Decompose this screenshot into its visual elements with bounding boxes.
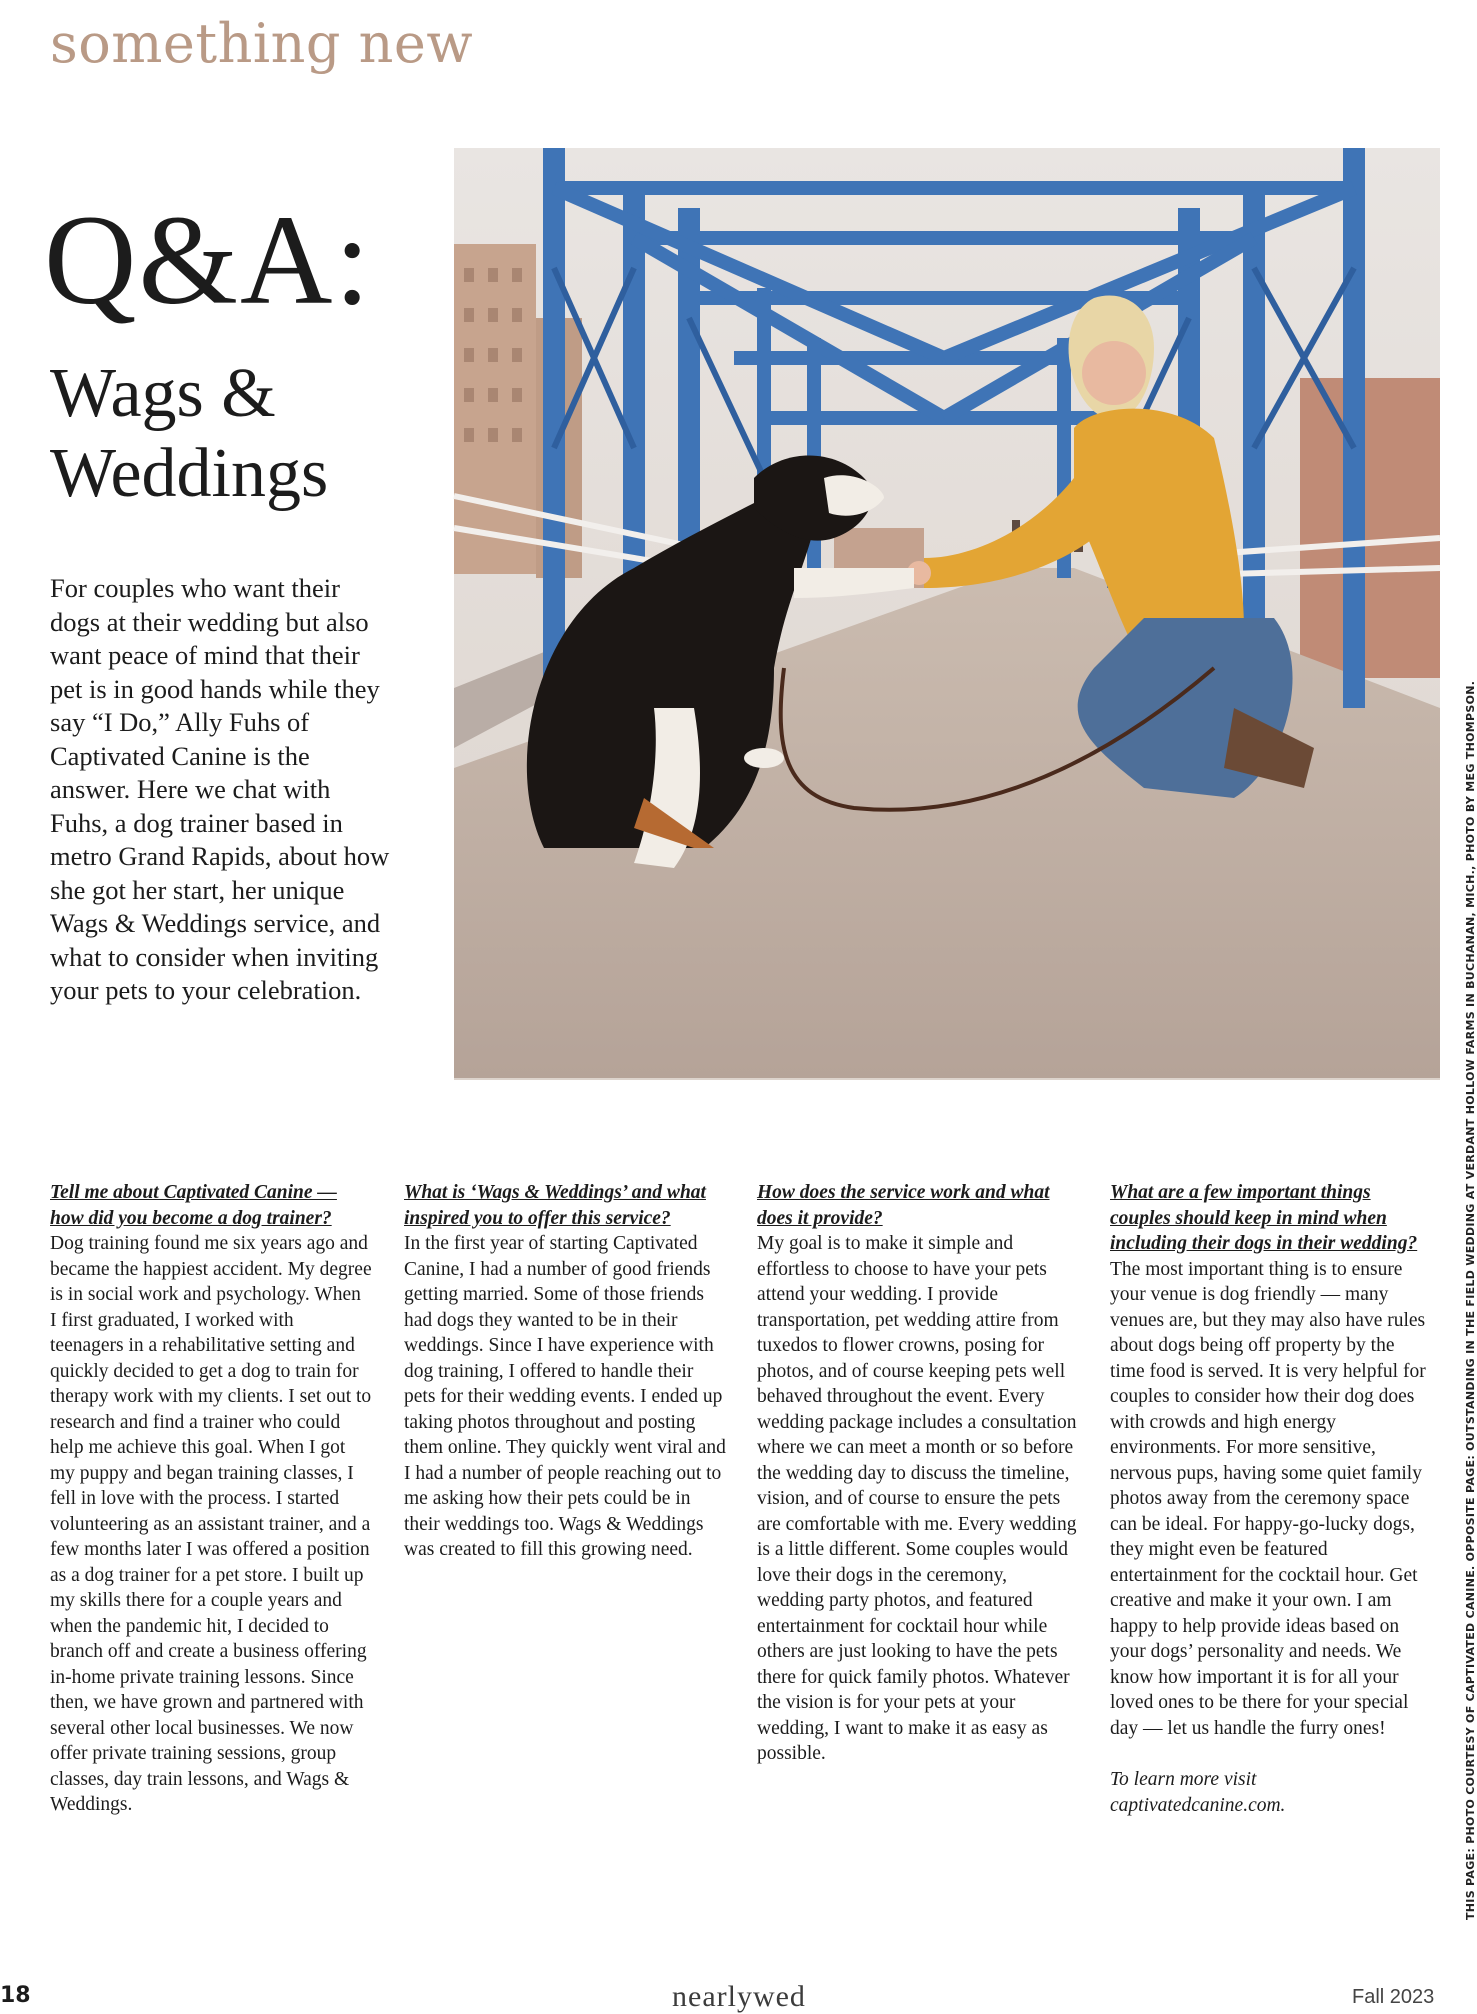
photo-credit: THIS PAGE: PHOTO COURTESY OF CAPTIVATED CANINE. OPPOSITE PAGE: OUTSTANDING IN THE FIELD WEDDING AT VERDANT HOLLOW FARMS IN BUCHANAN, MICH., PHOTO BY MEG THOMPSON. xyxy=(1464,680,1477,1920)
answer-3: My goal is to make it simple and effortless to choose to have your pets attend your wedding. I provide transportation, pet wedding attire from tuxedos to flower crowns, posing for photos, and of course keeping pets well behaved throughout the event. Every wedding package includes a consultation where we can meet a month or so before the wedding day to discuss the timeline, vision, and of course to ensure the pets are comfortable with me. Every wedding is a little different. Some couples would love their dogs in the ceremony, wedding party photos, and featured entertainment for cocktail hour while others are just looking to have the pets there for quick family photos. Whatever the vision is for your pets at your wedding, I want to make it as easy as possible. xyxy=(757,1233,1077,1764)
section-label: something new xyxy=(50,12,474,75)
answer-1: Dog training found me six years ago and became the happiest accident. My degree is in social work and psychology. When I first graduated, I worked with teenagers in a rehabilitative setting and quickly decided to get a dog to train for therapy work with my clients. I set out to research and find a trainer who could help me achieve this goal. When I got my puppy and began training classes, I fell in love with the process. I started volunteering as an assistant trainer, and a few months later I was offered a position as a dog trainer for a pet store. I built up my skills there for a couple years and when the pandemic hit, I decided to branch off and create a business offering in-home private training lessons. Since then, we have grown and partnered with several other local businesses. We now offer private training sessions, group classes, day train lessons, and Wags & Weddings. xyxy=(50,1233,372,1815)
qa-column-3 xyxy=(757,1180,1079,1767)
article-subtitle: Wags & Weddings xyxy=(50,355,329,512)
question-2: What is ‘Wags & Weddings’ and what inspired you to offer this service? xyxy=(404,1182,706,1229)
question-1: Tell me about Captivated Canine — how did you become a dog trainer? xyxy=(50,1182,337,1229)
question-4: What are a few important things couples should keep in mind when including their dogs in their wedding? xyxy=(1110,1182,1418,1254)
qa-column-4 xyxy=(1110,1180,1432,1818)
magazine-brand: nearlywed xyxy=(672,1980,806,2013)
issue-label: Fall 2023 xyxy=(1352,1986,1435,2008)
qa-column-1 xyxy=(50,1180,372,1818)
question-3: How does the service work and what does it provide? xyxy=(757,1182,1050,1229)
answer-2: In the first year of starting Captivated Canine, I had a number of good friends getting married. Some of those friends had dogs they wanted to be in their weddings. Since I have experience with dog training, I offered to handle their pets for their wedding events. I ended up taking photos throughout and posting them online. They quickly went viral and I had a number of people reaching out to me asking how their pets could be in their weddings too. Wags & Weddings was created to fill this growing need. xyxy=(404,1233,726,1560)
feature-photo xyxy=(454,148,1440,1080)
article-intro: For couples who want their dogs at their wedding but also want peace of mind that their pet is in good hands while they say “I Do,” Ally Fuhs of Captivated Canine is the answer. Here we chat with Fuhs, a dog trainer based in metro Grand Rapids, about how she got her start, her unique Wags & Weddings service, and what to consider when inviting your pets to your celebration. xyxy=(50,573,390,1005)
page-number: 18 xyxy=(0,1983,31,2008)
website-cta: To learn more visit captivatedcanine.com. xyxy=(1110,1769,1286,1816)
article-title: Q&A: xyxy=(44,189,372,331)
qa-column-2 xyxy=(404,1180,726,1563)
answer-4: The most important thing is to ensure your venue is dog friendly — many venues are, but they may also have rules about dogs being off property by the time food is served. It is very helpful for couples to consider how their dog does with crowds and high energy environments. For more sensitive, nervous pups, having some quiet family photos away from the ceremony space can be ideal. For happy-go-lucky dogs, they might even be featured entertainment for the cocktail hour. Get creative and make it your own. I am happy to help provide ideas based on your dogs’ personality and needs. We know how important it is for all your loved ones to be there for your special day — let us handle the furry ones! xyxy=(1110,1258,1426,1739)
photo-woman-dog-on-bridge xyxy=(454,148,1440,1080)
